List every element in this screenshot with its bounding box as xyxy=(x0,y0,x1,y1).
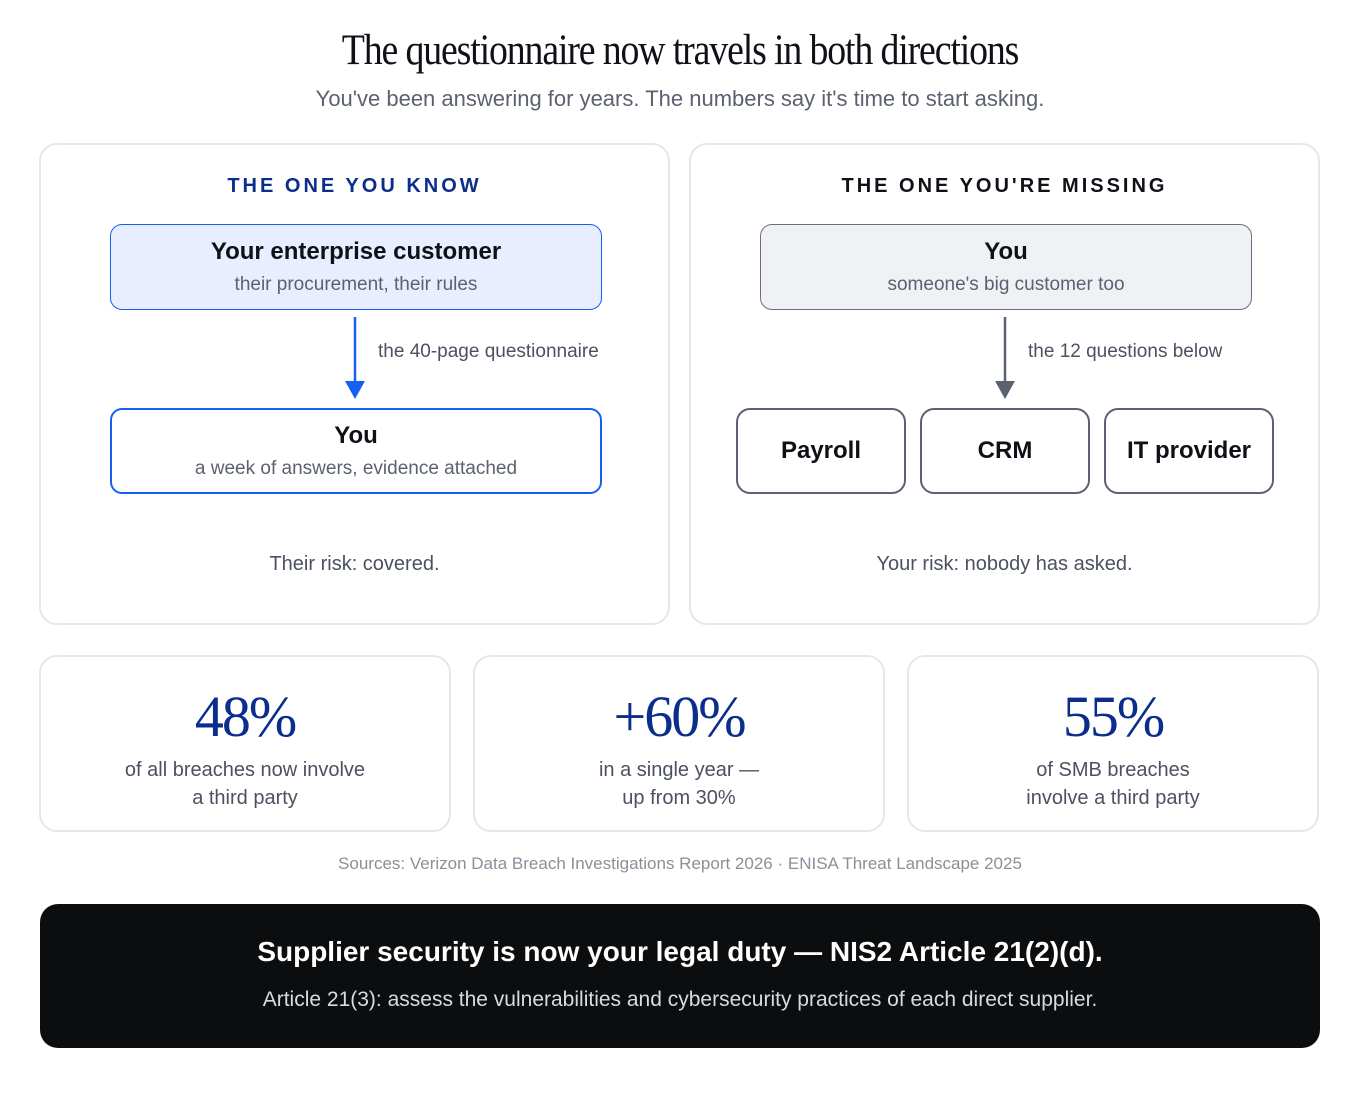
stat-description xyxy=(475,756,883,812)
arrow-label: the 40-page questionnaire xyxy=(378,341,599,362)
node-title: You xyxy=(334,422,378,449)
stat-desc-line: a third party xyxy=(192,787,298,809)
stat-value: 55% xyxy=(1062,684,1164,749)
stat-desc-line: of SMB breaches xyxy=(1036,759,1190,781)
node-title: Your enterprise customer xyxy=(210,238,502,265)
panel-one-you-know xyxy=(39,143,670,625)
risk-caption: Their risk: covered. xyxy=(269,553,440,575)
panel-heading: THE ONE YOU KNOW xyxy=(227,175,482,197)
stat-desc-line: up from 30% xyxy=(622,787,736,809)
banner-title: Supplier security is now your legal duty — NIS2 Article 21(2)(d). xyxy=(257,936,1103,967)
node-subtitle: a week of answers, evidence attached xyxy=(194,458,518,479)
supplier-node-payroll: Payroll xyxy=(736,408,906,494)
down-arrow-icon xyxy=(993,317,1017,401)
stat-desc-line: involve a third party xyxy=(1026,787,1200,809)
node-subtitle: their procurement, their rules xyxy=(234,274,478,295)
stat-desc-line: in a single year — xyxy=(598,759,760,781)
stat-desc-line: of all breaches now involve xyxy=(124,759,366,781)
arrow-label: the 12 questions below xyxy=(1028,341,1223,362)
sources-note: Sources: Verizon Data Breach Investigations Report 2026 · ENISA Threat Landscape 2025 xyxy=(338,854,1022,873)
page-subtitle: You've been answering for years. The numbers say it's time to start asking. xyxy=(315,86,1045,111)
panel-heading: THE ONE YOU'RE MISSING xyxy=(841,175,1168,197)
banner-subtitle: Article 21(3): assess the vulnerabilities and cybersecurity practices of each direct supplier. xyxy=(262,988,1098,1011)
stat-card xyxy=(907,655,1319,832)
panel-one-youre-missing xyxy=(689,143,1320,625)
page-title: The questionnaire now travels in both directions xyxy=(341,27,1019,74)
risk-caption: Your risk: nobody has asked. xyxy=(876,553,1133,575)
down-arrow-icon xyxy=(343,317,367,401)
supplier-node-crm: CRM xyxy=(920,408,1090,494)
stat-description xyxy=(41,756,449,812)
legal-duty-banner xyxy=(40,904,1320,1048)
stat-card xyxy=(473,655,885,832)
node-title: You xyxy=(984,238,1028,265)
node-subtitle: someone's big customer too xyxy=(887,274,1125,295)
you-node xyxy=(110,408,602,494)
stat-value: +60% xyxy=(613,684,745,749)
you-node xyxy=(760,224,1252,310)
supplier-node-it-provider: IT provider xyxy=(1104,408,1274,494)
stat-value: 48% xyxy=(194,684,296,749)
stat-description xyxy=(909,756,1317,812)
enterprise-customer-node xyxy=(110,224,602,310)
stat-card xyxy=(39,655,451,832)
